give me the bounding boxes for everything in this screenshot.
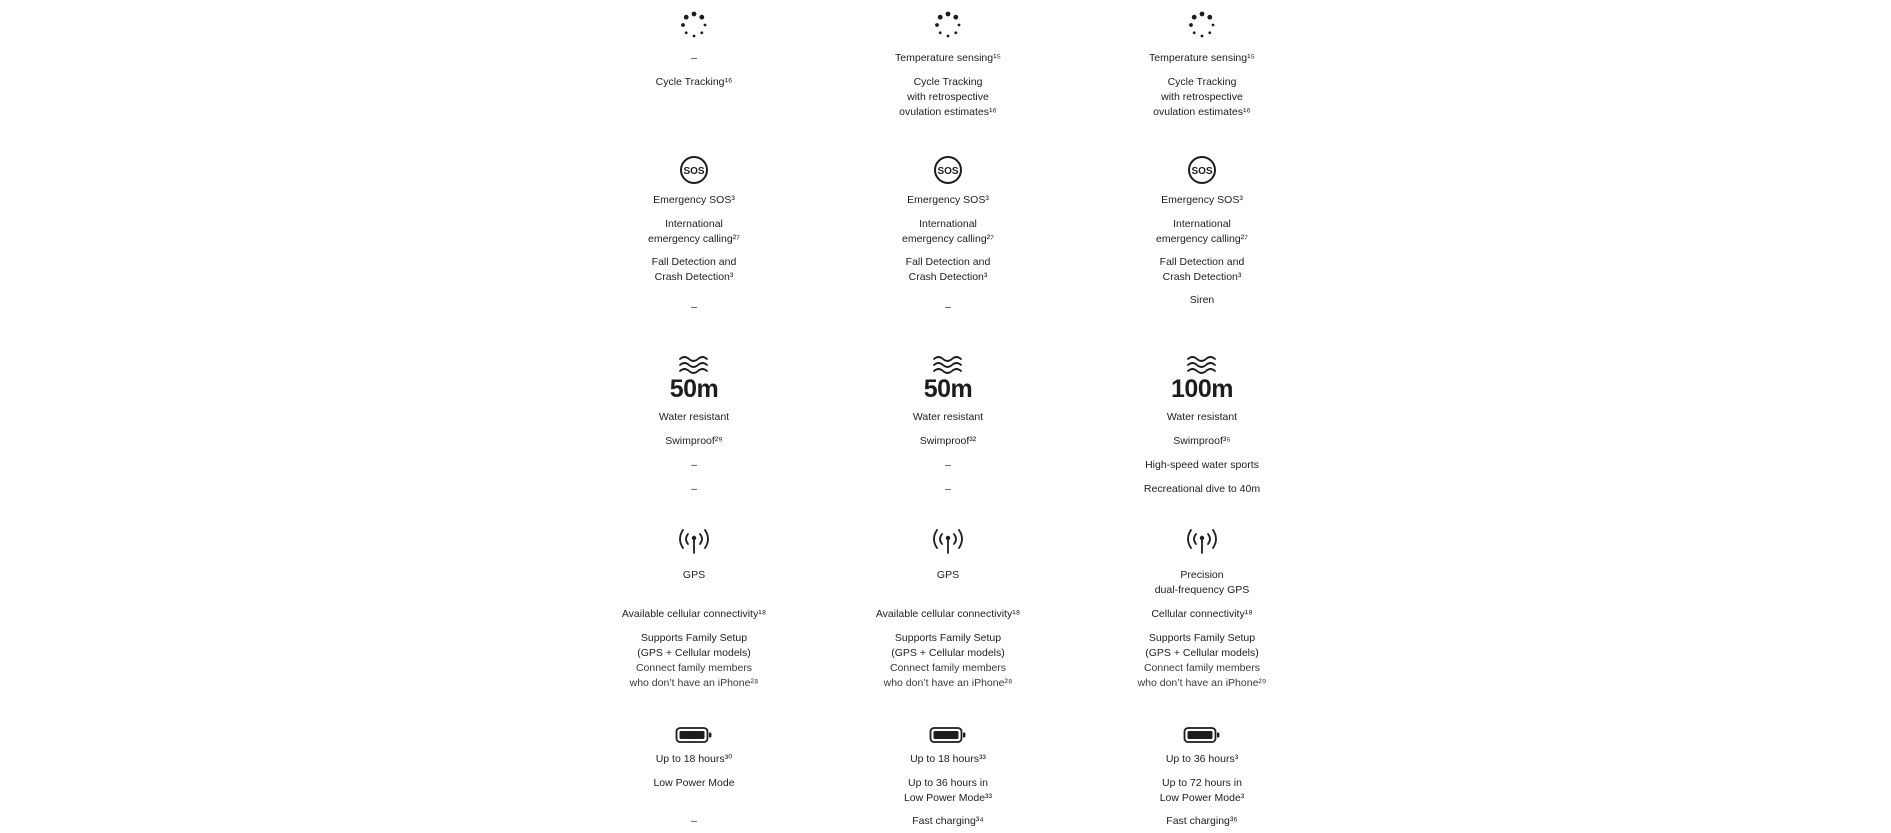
antenna-icon [1102,527,1302,555]
swimproof: Swimproof³² [919,435,977,447]
emergency-sos: Emergency SOS³ [653,194,735,206]
water-waves-icon [594,354,794,376]
temperature-sensing: Temperature sensing¹⁵ [895,52,1001,64]
fast-charging: Fast charging³⁴ [912,815,984,827]
water-waves-icon [848,354,1048,376]
international-emergency-calling: International emergency calling²⁷ [648,218,740,245]
emergency-sos: Emergency SOS³ [1161,194,1243,206]
sos-icon [1102,155,1302,185]
svg-text:SOS: SOS [1191,166,1213,177]
battery-life: Up to 36 hours³ [1165,753,1239,765]
svg-text:SOS: SOS [937,166,959,177]
water-depth-rating: 100m [1171,375,1233,403]
recreational-dive: Recreational dive to 40m [1143,483,1261,495]
cycle-tracking: Cycle Tracking with retrospective ovulation estimates¹⁶ [1153,76,1251,118]
high-speed-water-sports: High-speed water sports [1145,459,1259,471]
swimproof: Swimproof³⁵ [1173,435,1231,447]
water-resistant: Water resistant [658,411,730,423]
family-setup: Supports Family Setup (GPS + Cellular models) [891,632,1005,659]
battery-life: Up to 18 hours³⁰ [655,753,733,765]
family-setup-description: Connect family members who don’t have an iPhone²⁸ [629,662,759,689]
antenna-icon [848,527,1048,555]
international-emergency-calling: International emergency calling²⁷ [1156,218,1248,245]
battery-icon [848,726,1048,744]
battery-icon [594,726,794,744]
high-speed-water-sports: – [691,459,697,471]
family-setup: Supports Family Setup (GPS + Cellular models) [1145,632,1259,659]
water-depth-rating: 50m [923,375,973,403]
high-speed-water-sports: – [945,459,951,471]
low-power-mode: Up to 72 hours in Low Power Mode³ [1159,777,1245,804]
fast-charging: – [691,815,697,827]
recreational-dive: – [945,483,951,495]
fall-crash-detection: Fall Detection and Crash Detection³ [1159,256,1245,283]
siren: Siren [1189,294,1215,306]
gps: Precision dual-frequency GPS [1154,569,1250,596]
water-depth-rating: 50m [669,375,719,403]
cellular-connectivity: Cellular connectivity¹⁸ [1151,608,1253,620]
cellular-connectivity: Available cellular connectivity¹⁸ [875,608,1021,620]
water-resistant: Water resistant [1166,411,1238,423]
gps: GPS [682,569,706,581]
water-resistant: Water resistant [912,411,984,423]
battery-icon [1102,726,1302,744]
international-emergency-calling: International emergency calling²⁷ [902,218,994,245]
fall-crash-detection: Fall Detection and Crash Detection³ [651,256,737,283]
swimproof: Swimproof²⁹ [665,435,723,447]
cycle-tracking-icon [1102,10,1302,40]
cellular-connectivity: Available cellular connectivity¹⁸ [621,608,767,620]
low-power-mode: Up to 36 hours in Low Power Mode³³ [903,777,993,804]
svg-text:SOS: SOS [683,166,705,177]
cycle-tracking: Cycle Tracking¹⁶ [655,76,733,88]
antenna-icon [594,527,794,555]
emergency-sos: Emergency SOS³ [907,194,989,206]
family-setup-description: Connect family members who don’t have an iPhone²⁸ [883,662,1013,689]
family-setup-description: Connect family members who don’t have an iPhone²⁹ [1137,662,1267,689]
fall-crash-detection: Fall Detection and Crash Detection³ [905,256,991,283]
cycle-tracking-icon [848,10,1048,40]
temperature-sensing: – [691,52,697,64]
low-power-mode: Low Power Mode [653,777,735,789]
family-setup: Supports Family Setup (GPS + Cellular models) [637,632,751,659]
cycle-tracking: Cycle Tracking with retrospective ovulation estimates¹⁶ [899,76,997,118]
fast-charging: Fast charging³⁶ [1166,815,1238,827]
water-waves-icon [1102,354,1302,376]
recreational-dive: – [691,483,697,495]
siren: – [691,301,697,313]
temperature-sensing: Temperature sensing¹⁵ [1149,52,1255,64]
battery-life: Up to 18 hours³³ [910,753,986,765]
siren: – [945,301,951,313]
gps: GPS [936,569,960,581]
cycle-tracking-icon [594,10,794,40]
sos-icon [594,155,794,185]
sos-icon [848,155,1048,185]
